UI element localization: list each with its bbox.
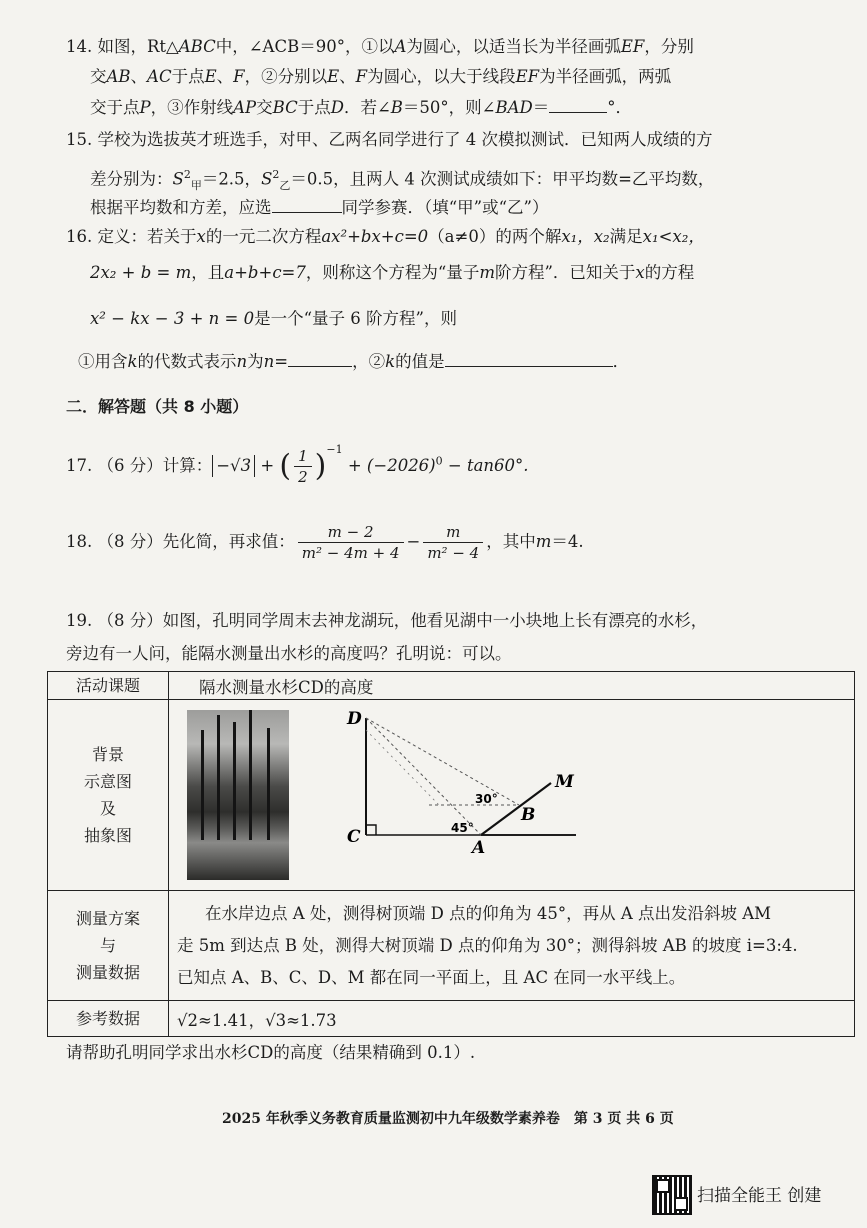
q16-text: 满足 [609, 227, 643, 246]
table-head-reference: 参考数据 [48, 1001, 169, 1037]
q14-math: F [233, 67, 245, 86]
tree-trunk [233, 722, 236, 840]
q16-text: 的一元二次方程 [205, 227, 322, 246]
q16-math: k [127, 352, 138, 371]
q16-text: ． [612, 352, 630, 371]
q14-text: 于点 [171, 67, 205, 86]
head-line: 示意图 [83, 772, 132, 791]
label-D: D [347, 709, 362, 729]
q14-text: 、 [130, 67, 148, 86]
table-background-cell [169, 700, 855, 891]
frac-den: m² − 4m + 4 [301, 544, 400, 562]
q15-line1: 15. 学校为选拔英才班选手，对甲、乙两名同学进行了 4 次模拟测试．已知两人成绩的方 [66, 130, 713, 149]
q14-text: ，②分别以 [244, 67, 328, 86]
table-head-topic: 活动课题 [48, 672, 169, 700]
q14-text: 、 [339, 67, 356, 86]
q14-text: ，分别 [644, 37, 694, 56]
q14-math: AP [233, 98, 257, 117]
q17-exp: −1 [326, 443, 343, 456]
tree-photo [187, 710, 289, 880]
q16-text: 的代数式表示 [137, 352, 237, 371]
q14-text: 为半径画弧，两弧 [539, 67, 672, 86]
q16-math: n= [263, 352, 289, 371]
q14-text: 交 [90, 67, 107, 86]
table-head-background [48, 700, 169, 891]
frac-num: 1 [294, 446, 312, 467]
q16-text: ，② [352, 352, 386, 371]
q15-math: S [261, 169, 273, 189]
right-angle-mark [366, 825, 376, 835]
q17-text: + (−2026) [347, 456, 436, 475]
q14-text: 为圆心，以大于线段 [367, 67, 516, 86]
q14-text: ＝ [532, 98, 550, 117]
frac-den: 2 [298, 468, 308, 486]
page-footer: 2025 年秋季义务教育质量监测初中九年级数学素养卷 第 3 页 共 6 页 [222, 1111, 674, 1127]
q16-text: 是一个“量子 6 阶方程”，则 [254, 309, 457, 328]
q14-math: F [355, 67, 368, 86]
q15-math: S [172, 169, 184, 189]
q15-line2 [90, 164, 714, 197]
plan-line: 走 5m 到达点 B 处，测得大树顶端 D 点的仰角为 30°；测得斜坡 AB 的坡度 i=3:4. [177, 935, 798, 955]
q14-math: AC [147, 67, 172, 86]
frac-num: m [423, 522, 483, 543]
head-line: 测量数据 [75, 963, 140, 982]
q15-line3 [90, 196, 549, 219]
head-line: 测量方案 [75, 909, 140, 928]
q15-text: 同学参赛．（填“甲”或“乙”） [341, 198, 549, 217]
q14-math: D [330, 98, 344, 117]
q14-math: EF [515, 67, 540, 86]
label-B: B [521, 805, 536, 825]
tree-trunk [249, 710, 252, 840]
q16-line2 [90, 262, 694, 284]
q14-math: B [390, 98, 403, 117]
answer-blank[interactable] [272, 196, 342, 213]
q18-fraction-2 [423, 522, 483, 563]
sightline-AD [366, 718, 481, 835]
label-M: M [555, 772, 574, 792]
q14-text: ．若∠ [343, 98, 391, 117]
answer-blank-k[interactable] [445, 350, 613, 367]
paren-open: ( [279, 448, 292, 484]
q14-text: ，③作射线 [150, 98, 234, 117]
q16-math: a+b+c=7 [224, 263, 306, 282]
paren-close: ) [314, 448, 327, 484]
frac-den: m² − 4 [427, 544, 480, 562]
q16-math: m [479, 263, 495, 282]
q18-text: 18. （8 分）先化简，再求值： [66, 532, 295, 551]
q15-text: ＝2.5， [201, 169, 262, 189]
q16-text: 16. 定义：若关于 [66, 227, 197, 246]
q15-sub: 甲 [190, 178, 202, 192]
q16-line3 [90, 308, 457, 330]
q18-line [66, 520, 584, 564]
table-plan-cell [169, 891, 855, 1001]
q14-math: AB [106, 67, 131, 86]
q18-fraction-1 [298, 522, 404, 563]
q14-text: °． [607, 98, 633, 117]
q14-text: 、 [216, 67, 234, 86]
q17-line: 17. （6 分）计算： −√3 + ( $\frac{1}{2}$ )$^{-1} + (-2026)^0 - \tan 60^\circ$. [66, 443, 529, 486]
tree-trunk [267, 728, 270, 840]
q16-text: 为 [247, 352, 264, 371]
q16-math: x [196, 227, 206, 246]
q14-line3 [90, 96, 632, 119]
q16-line1 [66, 226, 705, 248]
plan-line: 在水岸边点 A 处，测得树顶端 D 点的仰角为 45°，再从 A 点出发沿斜坡 AM [205, 903, 772, 923]
q19-line1: 19. （8 分）如图，孔明同学周末去神龙湖玩，他看见湖中一小块地上长有漂亮的水杉， [66, 611, 708, 630]
q16-math: 2x₂ + b = m [90, 263, 192, 282]
table-topic-value: 隔水测量水杉CD的高度 [169, 672, 855, 700]
tree-trunk [201, 730, 204, 840]
q14-math: △ABC [166, 37, 216, 56]
q17-abs: −√3 [212, 455, 255, 477]
answer-blank[interactable] [549, 96, 607, 113]
q14-math: A [394, 37, 407, 56]
q19-line2: 旁边有一人问，能隔水测量出水杉的高度吗？孔明说：可以。 [66, 644, 512, 663]
q14-math: P [139, 98, 151, 117]
angle-45: 45° [451, 821, 474, 835]
q14-math: E [204, 67, 217, 86]
q16-math: x₁<x₂， [642, 227, 705, 246]
head-line: 背景 [91, 745, 124, 764]
q17-text: − tan60°. [447, 456, 529, 475]
q14-text: 交于点 [90, 98, 140, 117]
q16-text: 的方程 [644, 263, 695, 282]
qr-code-icon [652, 1175, 692, 1215]
q16-math: x² − kx − 3 + n = 0 [90, 309, 255, 328]
angle-30: 30° [475, 792, 498, 806]
q17-half [294, 446, 312, 487]
label-C: C [347, 827, 361, 847]
q19-instruction: 请帮助孔明同学求出水杉CD的高度（结果精确到 0.1）. [66, 1043, 476, 1062]
q16-text: ，则称这个方程为“量子 [305, 263, 480, 282]
q16-text: ，且 [191, 263, 225, 282]
q15-text: 根据平均数和方差，应选 [90, 198, 272, 217]
activity-table [47, 671, 855, 1037]
q16-math: n [236, 352, 248, 371]
q16-text: ①用含 [78, 352, 128, 371]
q16-line4 [78, 350, 629, 373]
sightline-faint [366, 730, 439, 805]
plan-line: 已知点 A、B、C、D、M 都在同一平面上，且 AC 在同一水平线上。 [177, 967, 686, 987]
q14-text: ＝50°，则∠ [402, 98, 496, 117]
q14-line1 [66, 36, 694, 58]
q14-text: 交 [256, 98, 273, 117]
q18-minus: − [406, 532, 421, 551]
q18-text: ＝4. [551, 532, 584, 551]
q14-math: BAD [495, 98, 533, 117]
label-A: A [472, 838, 486, 858]
q15-sup: 2 [183, 168, 191, 181]
frac-num: m − 2 [298, 522, 404, 543]
q16-text: 阶方程”．已知关于 [494, 263, 636, 282]
tree-trunk [217, 715, 220, 840]
geometry-diagram [329, 700, 789, 870]
head-line: 与 [99, 936, 116, 955]
q16-math: ax²+bx+c=0 [321, 227, 429, 246]
q15-sup: 2 [272, 168, 280, 181]
q16-math: x [635, 263, 645, 282]
head-line: 抽象图 [83, 826, 132, 845]
q18-math: m [535, 532, 552, 551]
q15-text: ＝0.5，且两人 4 次测试成绩如下：甲平均数=乙平均数， [290, 169, 715, 189]
q14-text: 14. 如图，Rt [66, 37, 167, 56]
slope-AM [481, 783, 551, 835]
q15-sub: 乙 [279, 178, 291, 192]
q16-text: 的值是 [395, 352, 445, 371]
q14-math: EF [620, 37, 645, 56]
q14-text: 于点 [297, 98, 331, 117]
q14-text: 中，∠ACB＝90°，①以 [215, 37, 395, 56]
q14-math: BC [272, 98, 298, 117]
q16-text: （a≠0）的两个解 [428, 227, 562, 246]
section-heading: 二．解答题（共 8 小题） [66, 397, 249, 416]
q16-math: x₁，x₂ [561, 227, 610, 246]
q18-text: ，其中 [486, 532, 536, 551]
q14-text: 为圆心，以适当长为半径画弧 [406, 37, 621, 56]
q17-text: 17. （6 分）计算： [66, 456, 213, 475]
table-head-plan [48, 891, 169, 1001]
table-reference-value: √2≈1.41，√3≈1.73 [169, 1001, 855, 1037]
q14-math: E [327, 67, 340, 86]
answer-blank-n[interactable] [288, 350, 352, 367]
q14-line2 [90, 66, 671, 88]
q16-math: k [385, 352, 396, 371]
scanner-watermark: 扫描全能王 创建 [697, 1186, 822, 1206]
q15-text: 差分别为： [90, 169, 173, 189]
head-line: 及 [99, 799, 116, 818]
q17-exp: 0 [435, 454, 443, 468]
